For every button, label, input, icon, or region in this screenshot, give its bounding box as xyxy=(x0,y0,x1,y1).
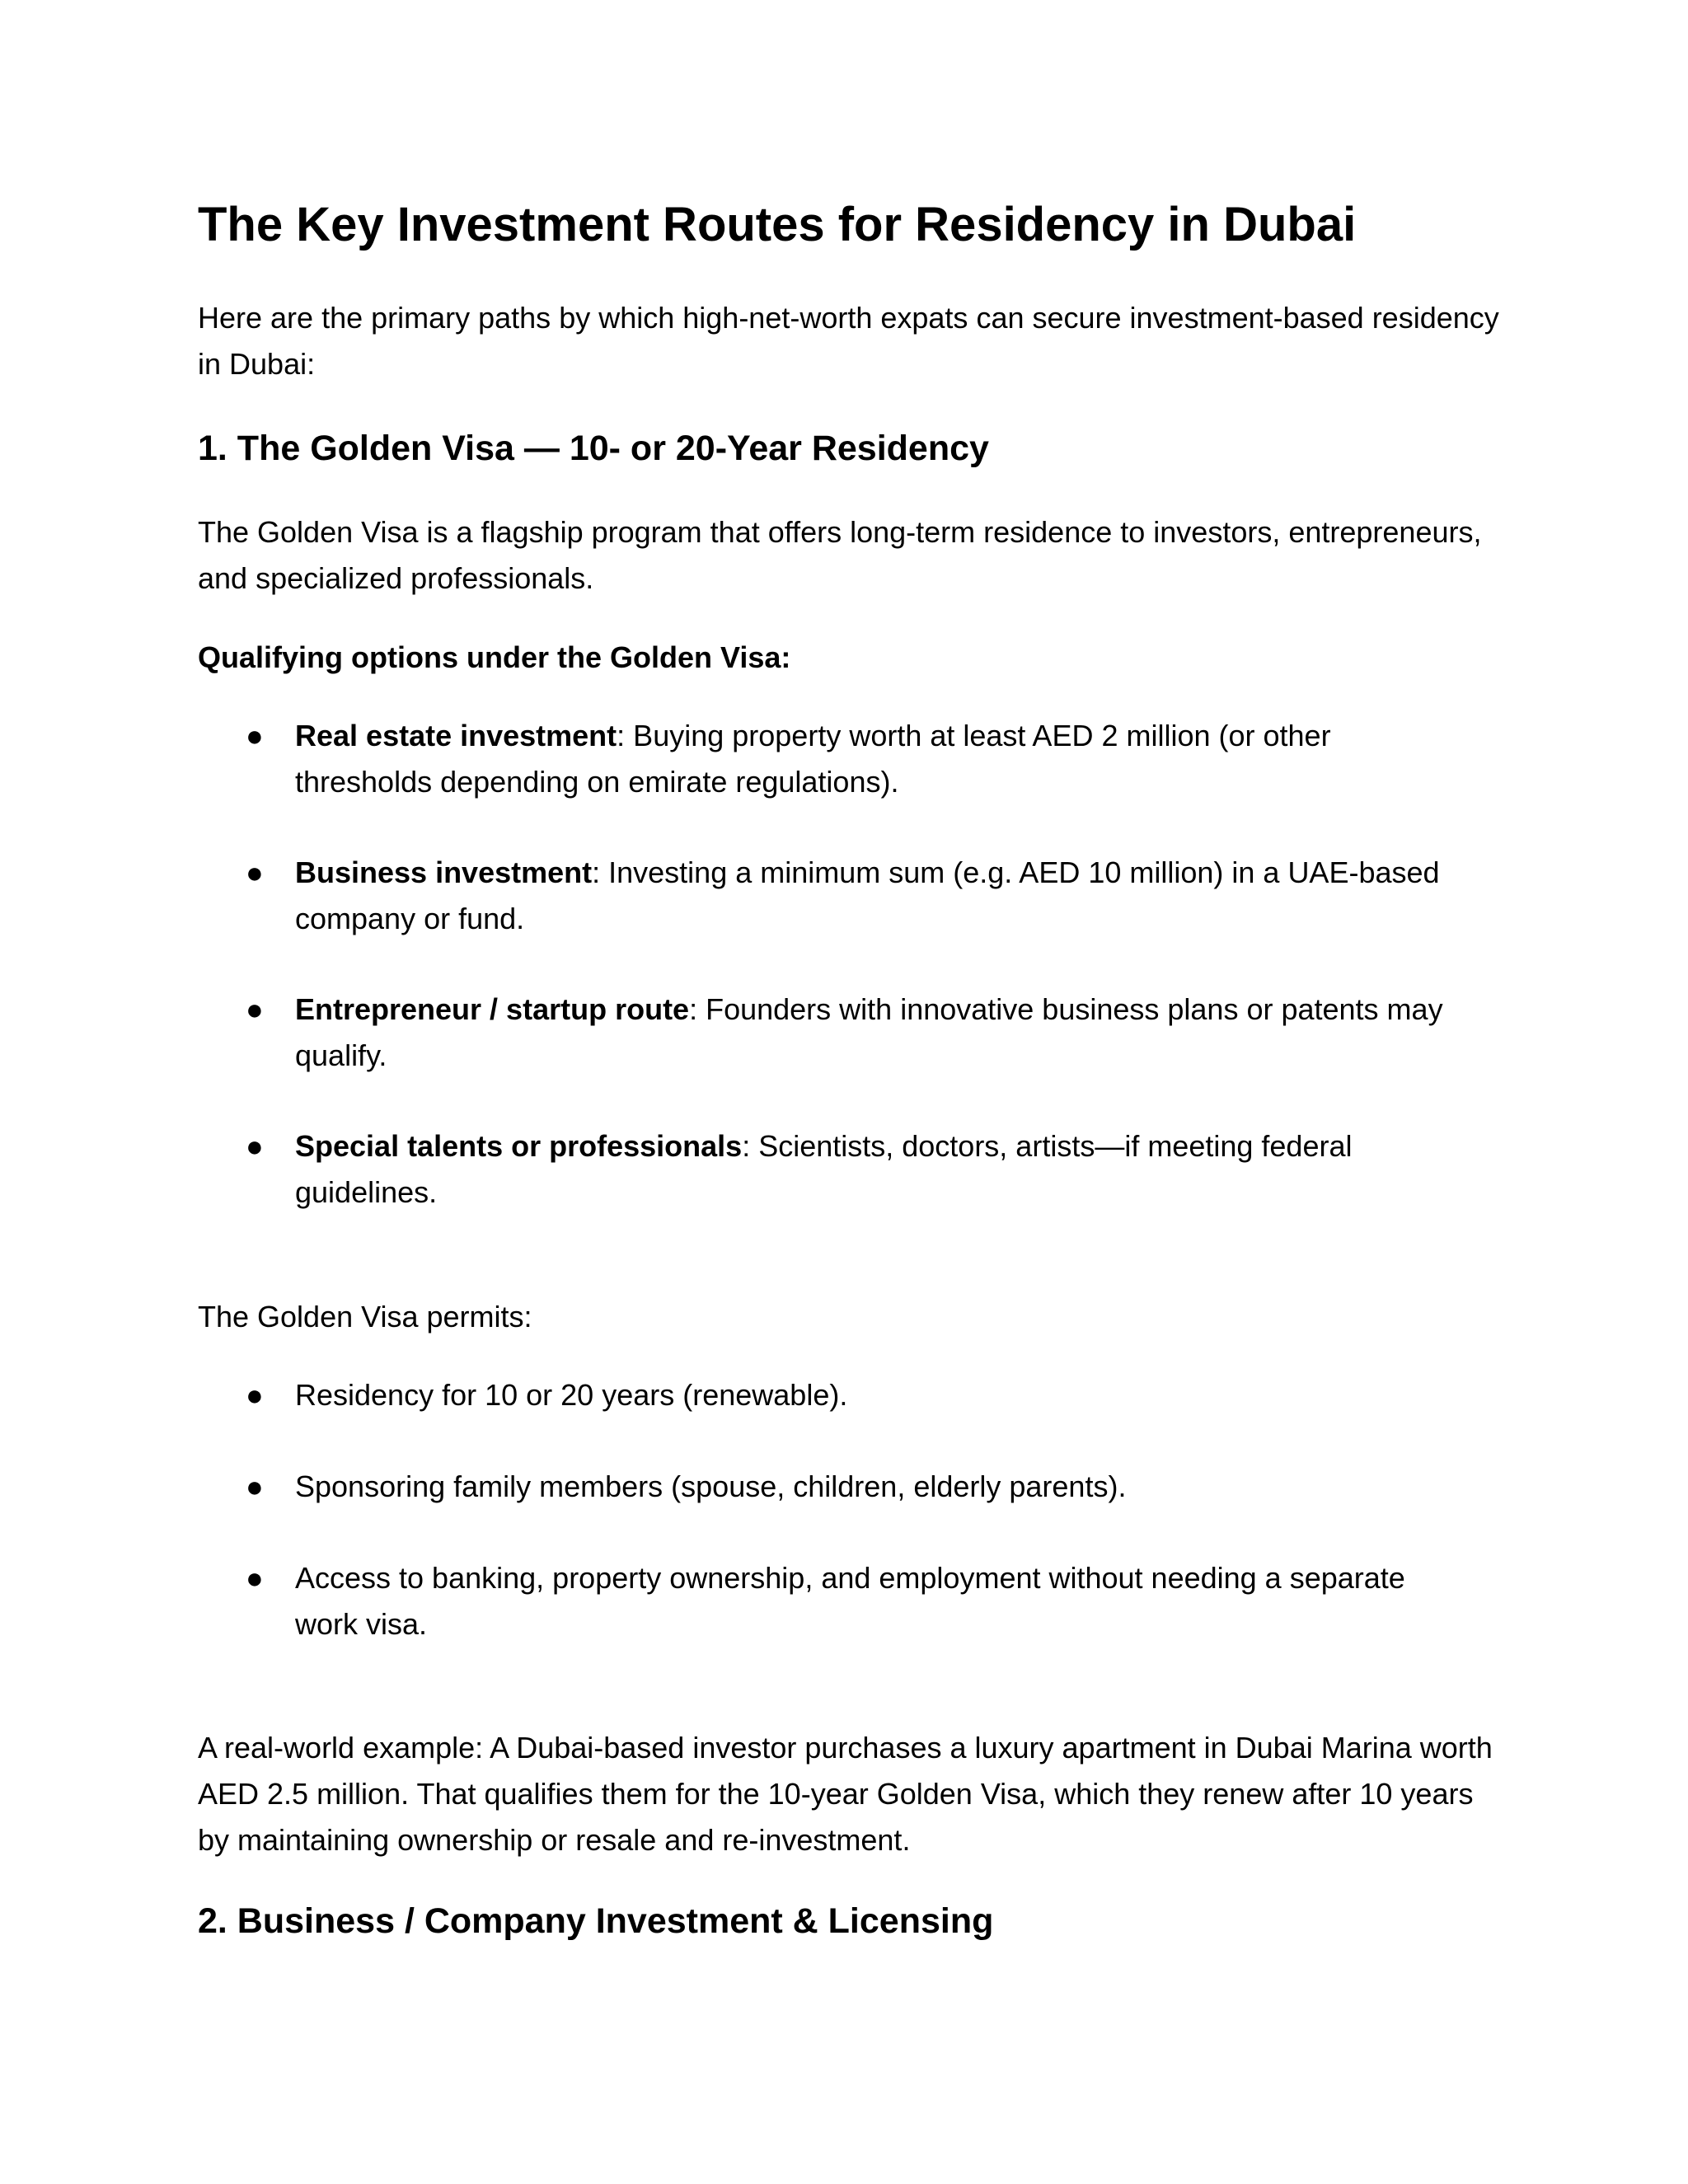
list-item xyxy=(246,1123,1465,1216)
list-item-text: Sponsoring family members (spouse, children, elderly parents). xyxy=(295,1469,1127,1503)
list-item xyxy=(246,850,1465,942)
list-item-text xyxy=(295,713,1465,805)
list-item xyxy=(246,713,1465,805)
golden-visa-description: The Golden Visa is a flagship program that offers long-term residence to investors, entrepreneurs, and specialized professionals. xyxy=(198,515,1482,595)
qualifying-options-heading: Qualifying options under the Golden Visa: xyxy=(198,640,791,674)
bullet-icon: ● xyxy=(246,1469,264,1503)
list-item-detail: : Founders with innovative business plans or patents may qualify. xyxy=(295,992,1443,1072)
list-item-term: Business investment xyxy=(295,855,593,889)
example-paragraph: A real-world example: A Dubai-based investor purchases a luxury apartment in Dubai Marina worth AED 2.5 million. That qualifies them for the 10-year Golden Visa, which they renew after 10 years by maintaining ownership or resale and re-investment. xyxy=(198,1731,1493,1857)
section-2-heading: 2. Business / Company Investment & Licensing xyxy=(198,1901,994,1941)
list-item-detail: : Scientists, doctors, artists—if meeting federal guidelines. xyxy=(295,1129,1353,1209)
list-item xyxy=(246,1555,1465,1647)
bullet-icon: ● xyxy=(246,855,264,889)
list-item-text: Residency for 10 or 20 years (renewable). xyxy=(295,1378,848,1412)
bullet-icon: ● xyxy=(246,992,264,1026)
list-item-text xyxy=(295,987,1465,1079)
bullet-icon: ● xyxy=(246,1561,264,1595)
list-item-detail: : Investing a minimum sum (e.g. AED 10 million) in a UAE-based company or fund. xyxy=(295,855,1440,935)
section-1-heading: 1. The Golden Visa — 10- or 20-Year Residency xyxy=(198,429,989,468)
list-item xyxy=(246,1372,1465,1418)
bullet-icon: ● xyxy=(246,1129,264,1163)
list-item-text xyxy=(295,850,1465,942)
list-item-term: Entrepreneur / startup route xyxy=(295,992,690,1026)
list-item-detail: : Buying property worth at least AED 2 million (or other thresholds depending on emirate regulations). xyxy=(295,719,1331,799)
list-item xyxy=(246,987,1465,1079)
bullet-icon: ● xyxy=(246,719,264,752)
intro-paragraph: Here are the primary paths by which high-net-worth expats can secure investment-based residency in Dubai: xyxy=(198,301,1499,381)
list-item-text: Access to banking, property ownership, and employment without needing a separate work visa. xyxy=(295,1561,1405,1641)
permits-heading: The Golden Visa permits: xyxy=(198,1300,532,1333)
list-item-term: Special talents or professionals xyxy=(295,1129,743,1163)
page-title: The Key Investment Routes for Residency in Dubai xyxy=(198,198,1357,251)
bullet-icon: ● xyxy=(246,1378,264,1412)
list-item-term: Real estate investment xyxy=(295,719,617,752)
list-item-text xyxy=(295,1123,1465,1216)
list-item xyxy=(246,1464,1465,1510)
